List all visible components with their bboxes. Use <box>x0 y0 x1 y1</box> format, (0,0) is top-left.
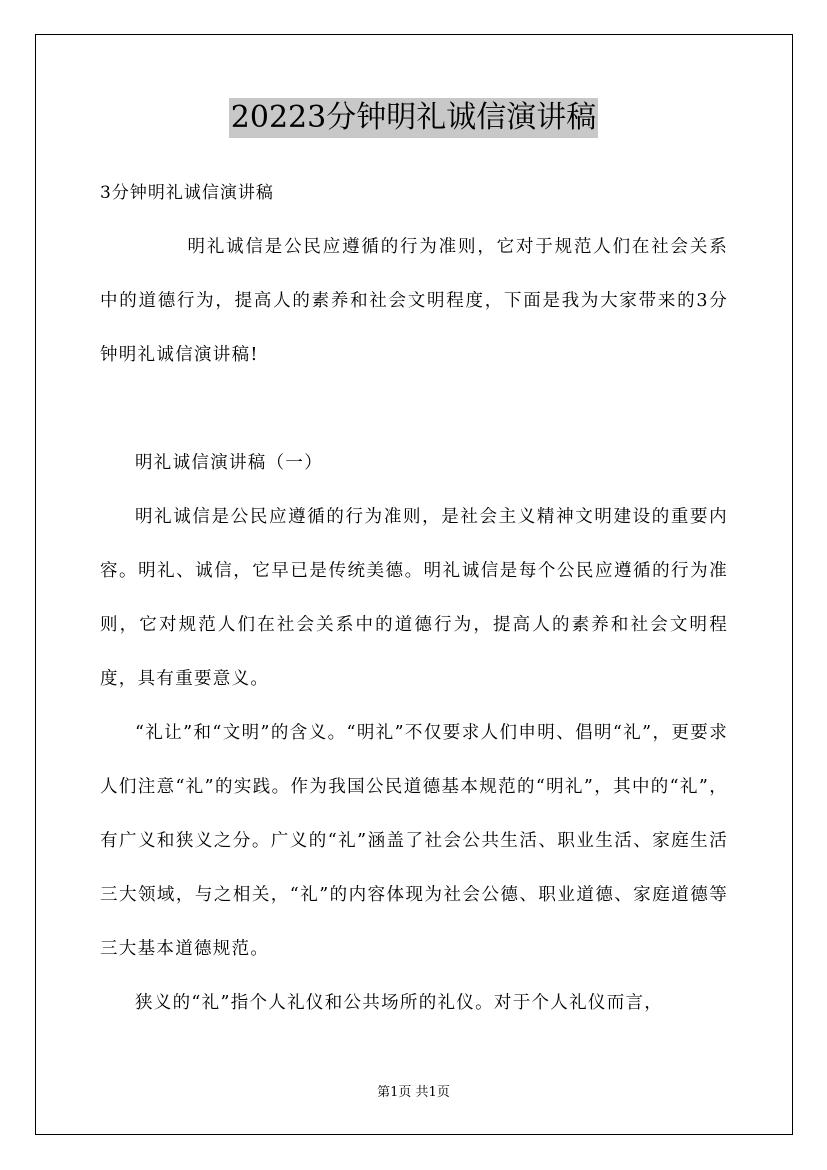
body-paragraph-3: 狭义的“礼”指个人礼仪和公共场所的礼仪。对于个人礼仪而言， <box>135 993 664 1013</box>
body-paragraph-2: “礼让”和“文明”的含义。“明礼”不仅要求人们申明、倡明“礼”，更要求人们注意“礼”的实践。作为我国公民道德基本规范的“明礼”，其中的“礼”，有广义和狭义之分。广义的“礼”涵盖了社会公共生活、职业生活、家庭生活三大领域，与之相关，“礼”的内容体现为社会公德、职业道德、家庭道德等三大基本道德规范。 <box>100 723 728 959</box>
document-title: 20223分钟明礼诚信演讲稿 <box>229 98 598 138</box>
body-paragraph-1: 明礼诚信是公民应遵循的行为准则，是社会主义精神文明建设的重要内容。明礼、诚信，它早已是传统美德。明礼诚信是每个公民应遵循的行为准则，它对规范人们在社会关系中的道德行为，提高人的素养和社会文明程度，具有重要意义。 <box>100 507 728 689</box>
intro-paragraph: 明礼诚信是公民应遵循的行为准则，它对于规范人们在社会关系中的道德行为，提高人的素养和社会文明程度，下面是我为大家带来的3分钟明礼诚信演讲稿! <box>100 237 728 365</box>
page-footer: 第1页 共1页 <box>377 1085 450 1100</box>
title-container <box>0 98 827 138</box>
section-heading: 明礼诚信演讲稿（一） <box>135 453 323 473</box>
document-subtitle: 3分钟明礼诚信演讲稿 <box>100 183 274 203</box>
